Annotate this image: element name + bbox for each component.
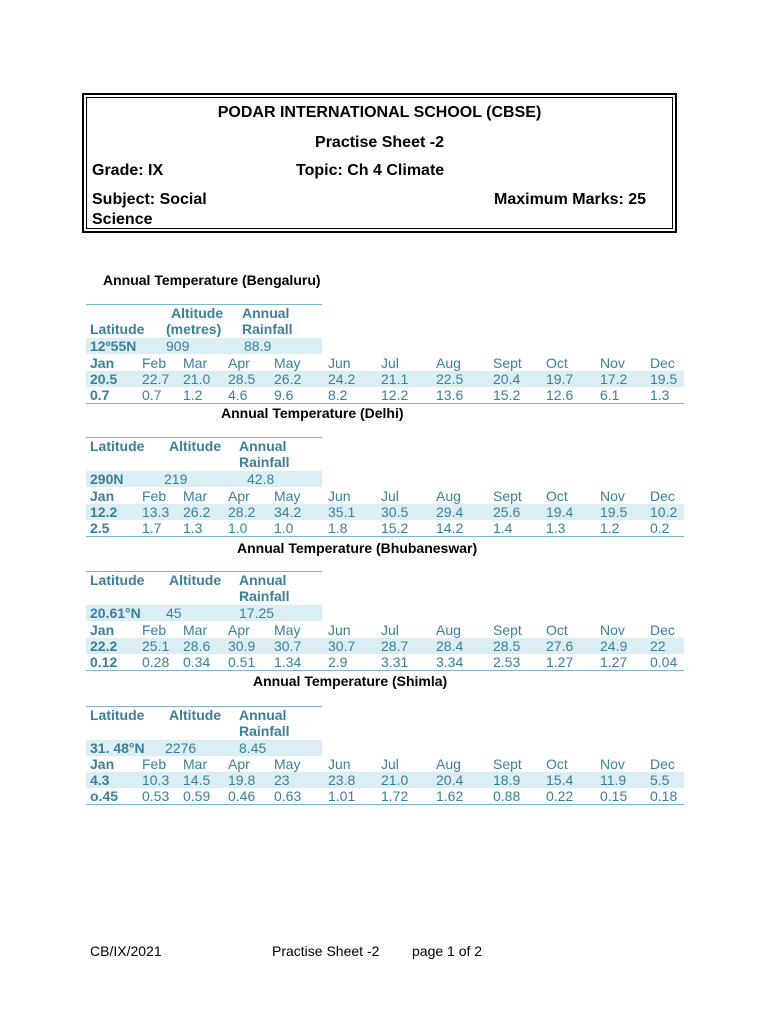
month-label: Dec bbox=[650, 488, 675, 504]
rainfall-cell: 0.18 bbox=[650, 788, 678, 804]
temperature-cell: 12.2 bbox=[90, 504, 118, 520]
temperature-cell: 23 bbox=[274, 772, 290, 788]
month-label: Mar bbox=[183, 488, 208, 504]
latitude-header: Latitude bbox=[90, 321, 145, 337]
rainfall-value: 88.9 bbox=[244, 338, 272, 354]
rainfall-cell: 1.4 bbox=[493, 520, 513, 536]
month-label: Sept bbox=[493, 756, 522, 772]
rainfall-cell: 0.88 bbox=[493, 788, 521, 804]
rainfall-cell: o.45 bbox=[90, 788, 119, 804]
rainfall-cell: 1.34 bbox=[274, 654, 302, 670]
temperature-cell: 22.7 bbox=[142, 371, 170, 387]
rainfall-row bbox=[86, 387, 684, 403]
temperature-cell: 34.2 bbox=[274, 504, 302, 520]
month-label: Mar bbox=[183, 355, 208, 371]
rainfall-value: 8.45 bbox=[239, 740, 267, 756]
rainfall-row bbox=[86, 788, 684, 804]
month-label: Oct bbox=[546, 488, 568, 504]
rainfall-cell: 1.0 bbox=[228, 520, 248, 536]
latitude-value: 20.61°N bbox=[90, 605, 141, 621]
rainfall-cell: 0.63 bbox=[274, 788, 302, 804]
month-label: Oct bbox=[546, 355, 568, 371]
month-label: Jul bbox=[381, 488, 399, 504]
table-title-bengaluru: Annual Temperature (Bengaluru) bbox=[103, 272, 321, 288]
rainfall-cell: 14.2 bbox=[436, 520, 464, 536]
grid-divider bbox=[86, 804, 684, 805]
rainfall-cell: 15.2 bbox=[493, 387, 521, 403]
rainfall-cell: 1.27 bbox=[600, 654, 628, 670]
month-label: Dec bbox=[650, 622, 675, 638]
temperature-cell: 30.5 bbox=[381, 504, 409, 520]
month-label: Aug bbox=[436, 488, 461, 504]
month-label: Feb bbox=[142, 355, 167, 371]
rainfall-cell: 8.2 bbox=[328, 387, 348, 403]
temperature-cell: 29.4 bbox=[436, 504, 464, 520]
subject-label-line2: Science bbox=[92, 211, 153, 228]
rainfall-cell: 12.6 bbox=[546, 387, 574, 403]
temperature-cell: 30.9 bbox=[228, 638, 256, 654]
rainfall-row bbox=[86, 520, 684, 536]
altitude-value: 219 bbox=[164, 471, 188, 487]
temperature-cell: 17.2 bbox=[600, 371, 628, 387]
rainfall-cell: 0.28 bbox=[142, 654, 170, 670]
rainfall-cell: 0.59 bbox=[183, 788, 211, 804]
rainfall-cell: 0.34 bbox=[183, 654, 211, 670]
month-label: Feb bbox=[142, 622, 167, 638]
month-label: Sept bbox=[493, 622, 522, 638]
rainfall-cell: 0.7 bbox=[142, 387, 162, 403]
month-label: Feb bbox=[142, 488, 167, 504]
month-label: Jan bbox=[90, 488, 115, 504]
month-label: Sept bbox=[493, 488, 522, 504]
temperature-cell: 15.4 bbox=[546, 772, 574, 788]
latitude-header: Latitude bbox=[90, 572, 145, 588]
temperature-row bbox=[86, 638, 684, 654]
temperature-cell: 25.1 bbox=[142, 638, 170, 654]
month-label: Oct bbox=[546, 756, 568, 772]
month-label: Jan bbox=[90, 355, 115, 371]
rainfall-cell: 1.8 bbox=[328, 520, 348, 536]
rainfall-cell: 3.34 bbox=[436, 654, 464, 670]
temperature-cell: 19.5 bbox=[600, 504, 628, 520]
month-label: Dec bbox=[650, 756, 675, 772]
temperature-cell: 19.4 bbox=[546, 504, 574, 520]
month-label: Aug bbox=[436, 756, 461, 772]
rainfall-cell: 0.53 bbox=[142, 788, 170, 804]
temperature-cell: 5.5 bbox=[650, 772, 670, 788]
month-label: Jun bbox=[328, 355, 351, 371]
temperature-cell: 22.2 bbox=[90, 638, 118, 654]
month-label: Nov bbox=[600, 355, 625, 371]
temperature-cell: 23.8 bbox=[328, 772, 356, 788]
temperature-cell: 28.7 bbox=[381, 638, 409, 654]
month-label: Jun bbox=[328, 622, 351, 638]
month-label: May bbox=[274, 355, 301, 371]
temperature-cell: 27.6 bbox=[546, 638, 574, 654]
month-label: Nov bbox=[600, 756, 625, 772]
latitude-value: 12º55N bbox=[90, 338, 137, 354]
month-label: Mar bbox=[183, 756, 208, 772]
rainfall-cell: 13.6 bbox=[436, 387, 464, 403]
rainfall-cell: 1.0 bbox=[274, 520, 294, 536]
latitude-header: Latitude bbox=[90, 438, 145, 454]
month-label: Nov bbox=[600, 622, 625, 638]
month-label: Nov bbox=[600, 488, 625, 504]
month-header-row bbox=[86, 488, 684, 504]
temperature-row bbox=[86, 504, 684, 520]
temperature-cell: 20.4 bbox=[493, 371, 521, 387]
rainfall-cell: 0.12 bbox=[90, 654, 118, 670]
month-label: May bbox=[274, 756, 301, 772]
temperature-cell: 19.7 bbox=[546, 371, 574, 387]
rainfall-cell: 1.01 bbox=[328, 788, 356, 804]
temperature-cell: 28.6 bbox=[183, 638, 211, 654]
rainfall-cell: 1.2 bbox=[600, 520, 620, 536]
footer-sheet: Practise Sheet -2 bbox=[272, 943, 380, 959]
month-label: May bbox=[274, 622, 301, 638]
rainfall-header: Annual bbox=[239, 707, 287, 723]
month-label: Jan bbox=[90, 756, 115, 772]
temperature-cell: 19.5 bbox=[650, 371, 678, 387]
latitude-header: Latitude bbox=[90, 707, 145, 723]
rainfall-cell: 6.1 bbox=[600, 387, 620, 403]
rainfall-value: 17.25 bbox=[239, 605, 275, 621]
rainfall-cell: 0.15 bbox=[600, 788, 628, 804]
rainfall-cell: 1.62 bbox=[436, 788, 464, 804]
temperature-cell: 26.2 bbox=[274, 371, 302, 387]
altitude-value: 45 bbox=[166, 605, 182, 621]
header-box bbox=[82, 93, 677, 233]
school-name: PODAR INTERNATIONAL SCHOOL (CBSE) bbox=[217, 104, 542, 121]
month-label: Jan bbox=[90, 622, 115, 638]
month-label: Mar bbox=[183, 622, 208, 638]
rainfall-cell: 12.2 bbox=[381, 387, 409, 403]
temperature-cell: 22.5 bbox=[436, 371, 464, 387]
rainfall-cell: 1.3 bbox=[183, 520, 203, 536]
temperature-row bbox=[86, 371, 684, 387]
rainfall-cell: 0.7 bbox=[90, 387, 110, 403]
month-label: Jun bbox=[328, 488, 351, 504]
altitude-header: Altitude bbox=[169, 438, 222, 454]
rainfall-cell: 1.3 bbox=[650, 387, 670, 403]
rainfall-cell: 3.31 bbox=[381, 654, 409, 670]
altitude-header: Altitude bbox=[171, 305, 224, 321]
temperature-cell: 13.3 bbox=[142, 504, 170, 520]
grid-divider bbox=[86, 403, 684, 404]
rainfall-cell: 0.04 bbox=[650, 654, 678, 670]
temperature-cell: 24.2 bbox=[328, 371, 356, 387]
temperature-cell: 14.5 bbox=[183, 772, 211, 788]
subject-label-line1: Subject: Social bbox=[92, 191, 207, 208]
rainfall-header-line2: Rainfall bbox=[239, 723, 290, 739]
rainfall-cell: 2.53 bbox=[493, 654, 521, 670]
temperature-row bbox=[86, 772, 684, 788]
rainfall-cell: 4.6 bbox=[228, 387, 248, 403]
month-label: Apr bbox=[228, 355, 250, 371]
altitude-value: 2276 bbox=[165, 740, 197, 756]
temperature-cell: 19.8 bbox=[228, 772, 256, 788]
altitude-header: Altitude bbox=[169, 572, 222, 588]
temperature-cell: 28.5 bbox=[228, 371, 256, 387]
rainfall-value: 42.8 bbox=[247, 471, 275, 487]
grade-label: Grade: IX bbox=[92, 162, 164, 179]
rainfall-header-line2: Rainfall bbox=[239, 454, 290, 470]
month-label: Jun bbox=[328, 756, 351, 772]
month-label: Apr bbox=[228, 756, 250, 772]
rainfall-cell: 2.9 bbox=[328, 654, 348, 670]
temperature-cell: 28.2 bbox=[228, 504, 256, 520]
temperature-cell: 21.1 bbox=[381, 371, 409, 387]
grid-divider bbox=[86, 536, 684, 537]
month-label: Jul bbox=[381, 355, 399, 371]
month-label: Sept bbox=[493, 355, 522, 371]
temperature-cell: 21.0 bbox=[381, 772, 409, 788]
rainfall-cell: 0.22 bbox=[546, 788, 574, 804]
rainfall-header-line2: Rainfall bbox=[239, 588, 290, 604]
rainfall-header: Annual bbox=[239, 572, 287, 588]
temperature-cell: 26.2 bbox=[183, 504, 211, 520]
table-title-shimla: Annual Temperature (Shimla) bbox=[253, 673, 448, 689]
month-label: Dec bbox=[650, 355, 675, 371]
month-label: Feb bbox=[142, 756, 167, 772]
rainfall-header: Annual bbox=[239, 438, 287, 454]
month-label: Aug bbox=[436, 622, 461, 638]
month-label: May bbox=[274, 488, 301, 504]
rainfall-cell: 1.72 bbox=[381, 788, 409, 804]
altitude-value: 909 bbox=[166, 338, 190, 354]
rainfall-header: Annual bbox=[242, 305, 290, 321]
rainfall-cell: 0.46 bbox=[228, 788, 256, 804]
temperature-cell: 11.9 bbox=[600, 772, 627, 788]
sheet-title: Practise Sheet -2 bbox=[315, 134, 444, 151]
month-header-row bbox=[86, 355, 684, 371]
month-header-row bbox=[86, 622, 684, 638]
month-label: Apr bbox=[228, 622, 250, 638]
temperature-cell: 24.9 bbox=[600, 638, 628, 654]
temperature-cell: 10.3 bbox=[142, 772, 170, 788]
altitude-header: Altitude bbox=[169, 707, 222, 723]
rainfall-cell: 1.2 bbox=[183, 387, 203, 403]
month-header-row bbox=[86, 756, 684, 772]
temperature-cell: 10.2 bbox=[650, 504, 678, 520]
temperature-cell: 28.4 bbox=[436, 638, 464, 654]
rainfall-header-line2: Rainfall bbox=[242, 321, 293, 337]
month-label: Apr bbox=[228, 488, 250, 504]
max-marks-label: Maximum Marks: 25 bbox=[494, 191, 647, 208]
latitude-value: 290N bbox=[90, 471, 124, 487]
latitude-value: 31. 48°N bbox=[90, 740, 145, 756]
footer-code: CB/IX/2021 bbox=[90, 943, 162, 959]
header-inner-border bbox=[86, 97, 673, 229]
temperature-cell: 28.5 bbox=[493, 638, 521, 654]
rainfall-cell: 1.27 bbox=[546, 654, 574, 670]
temperature-cell: 4.3 bbox=[90, 772, 110, 788]
rainfall-cell: 9.6 bbox=[274, 387, 294, 403]
altitude-unit-header: (metres) bbox=[166, 321, 222, 337]
month-label: Jul bbox=[381, 756, 399, 772]
footer-page-number: page 1 of 2 bbox=[412, 943, 483, 959]
temperature-cell: 18.9 bbox=[493, 772, 521, 788]
temperature-cell: 21.0 bbox=[183, 371, 211, 387]
table-title-bhubaneswar: Annual Temperature (Bhubaneswar) bbox=[237, 540, 478, 556]
temperature-cell: 22 bbox=[650, 638, 666, 654]
rainfall-cell: 2.5 bbox=[90, 520, 110, 536]
month-label: Jul bbox=[381, 622, 399, 638]
temperature-cell: 30.7 bbox=[328, 638, 356, 654]
temperature-cell: 20.4 bbox=[436, 772, 464, 788]
month-label: Aug bbox=[436, 355, 461, 371]
month-label: Oct bbox=[546, 622, 568, 638]
temperature-cell: 20.5 bbox=[90, 371, 118, 387]
table-title-delhi: Annual Temperature (Delhi) bbox=[221, 405, 404, 421]
temperature-cell: 25.6 bbox=[493, 504, 521, 520]
rainfall-cell: 0.2 bbox=[650, 520, 670, 536]
rainfall-cell: 0.51 bbox=[228, 654, 256, 670]
grid-divider bbox=[86, 670, 684, 671]
rainfall-cell: 1.7 bbox=[142, 520, 162, 536]
rainfall-cell: 1.3 bbox=[546, 520, 566, 536]
rainfall-cell: 15.2 bbox=[381, 520, 409, 536]
temperature-cell: 30.7 bbox=[274, 638, 302, 654]
temperature-cell: 35.1 bbox=[328, 504, 356, 520]
rainfall-row bbox=[86, 654, 684, 670]
topic-label: Topic: Ch 4 Climate bbox=[296, 162, 445, 179]
